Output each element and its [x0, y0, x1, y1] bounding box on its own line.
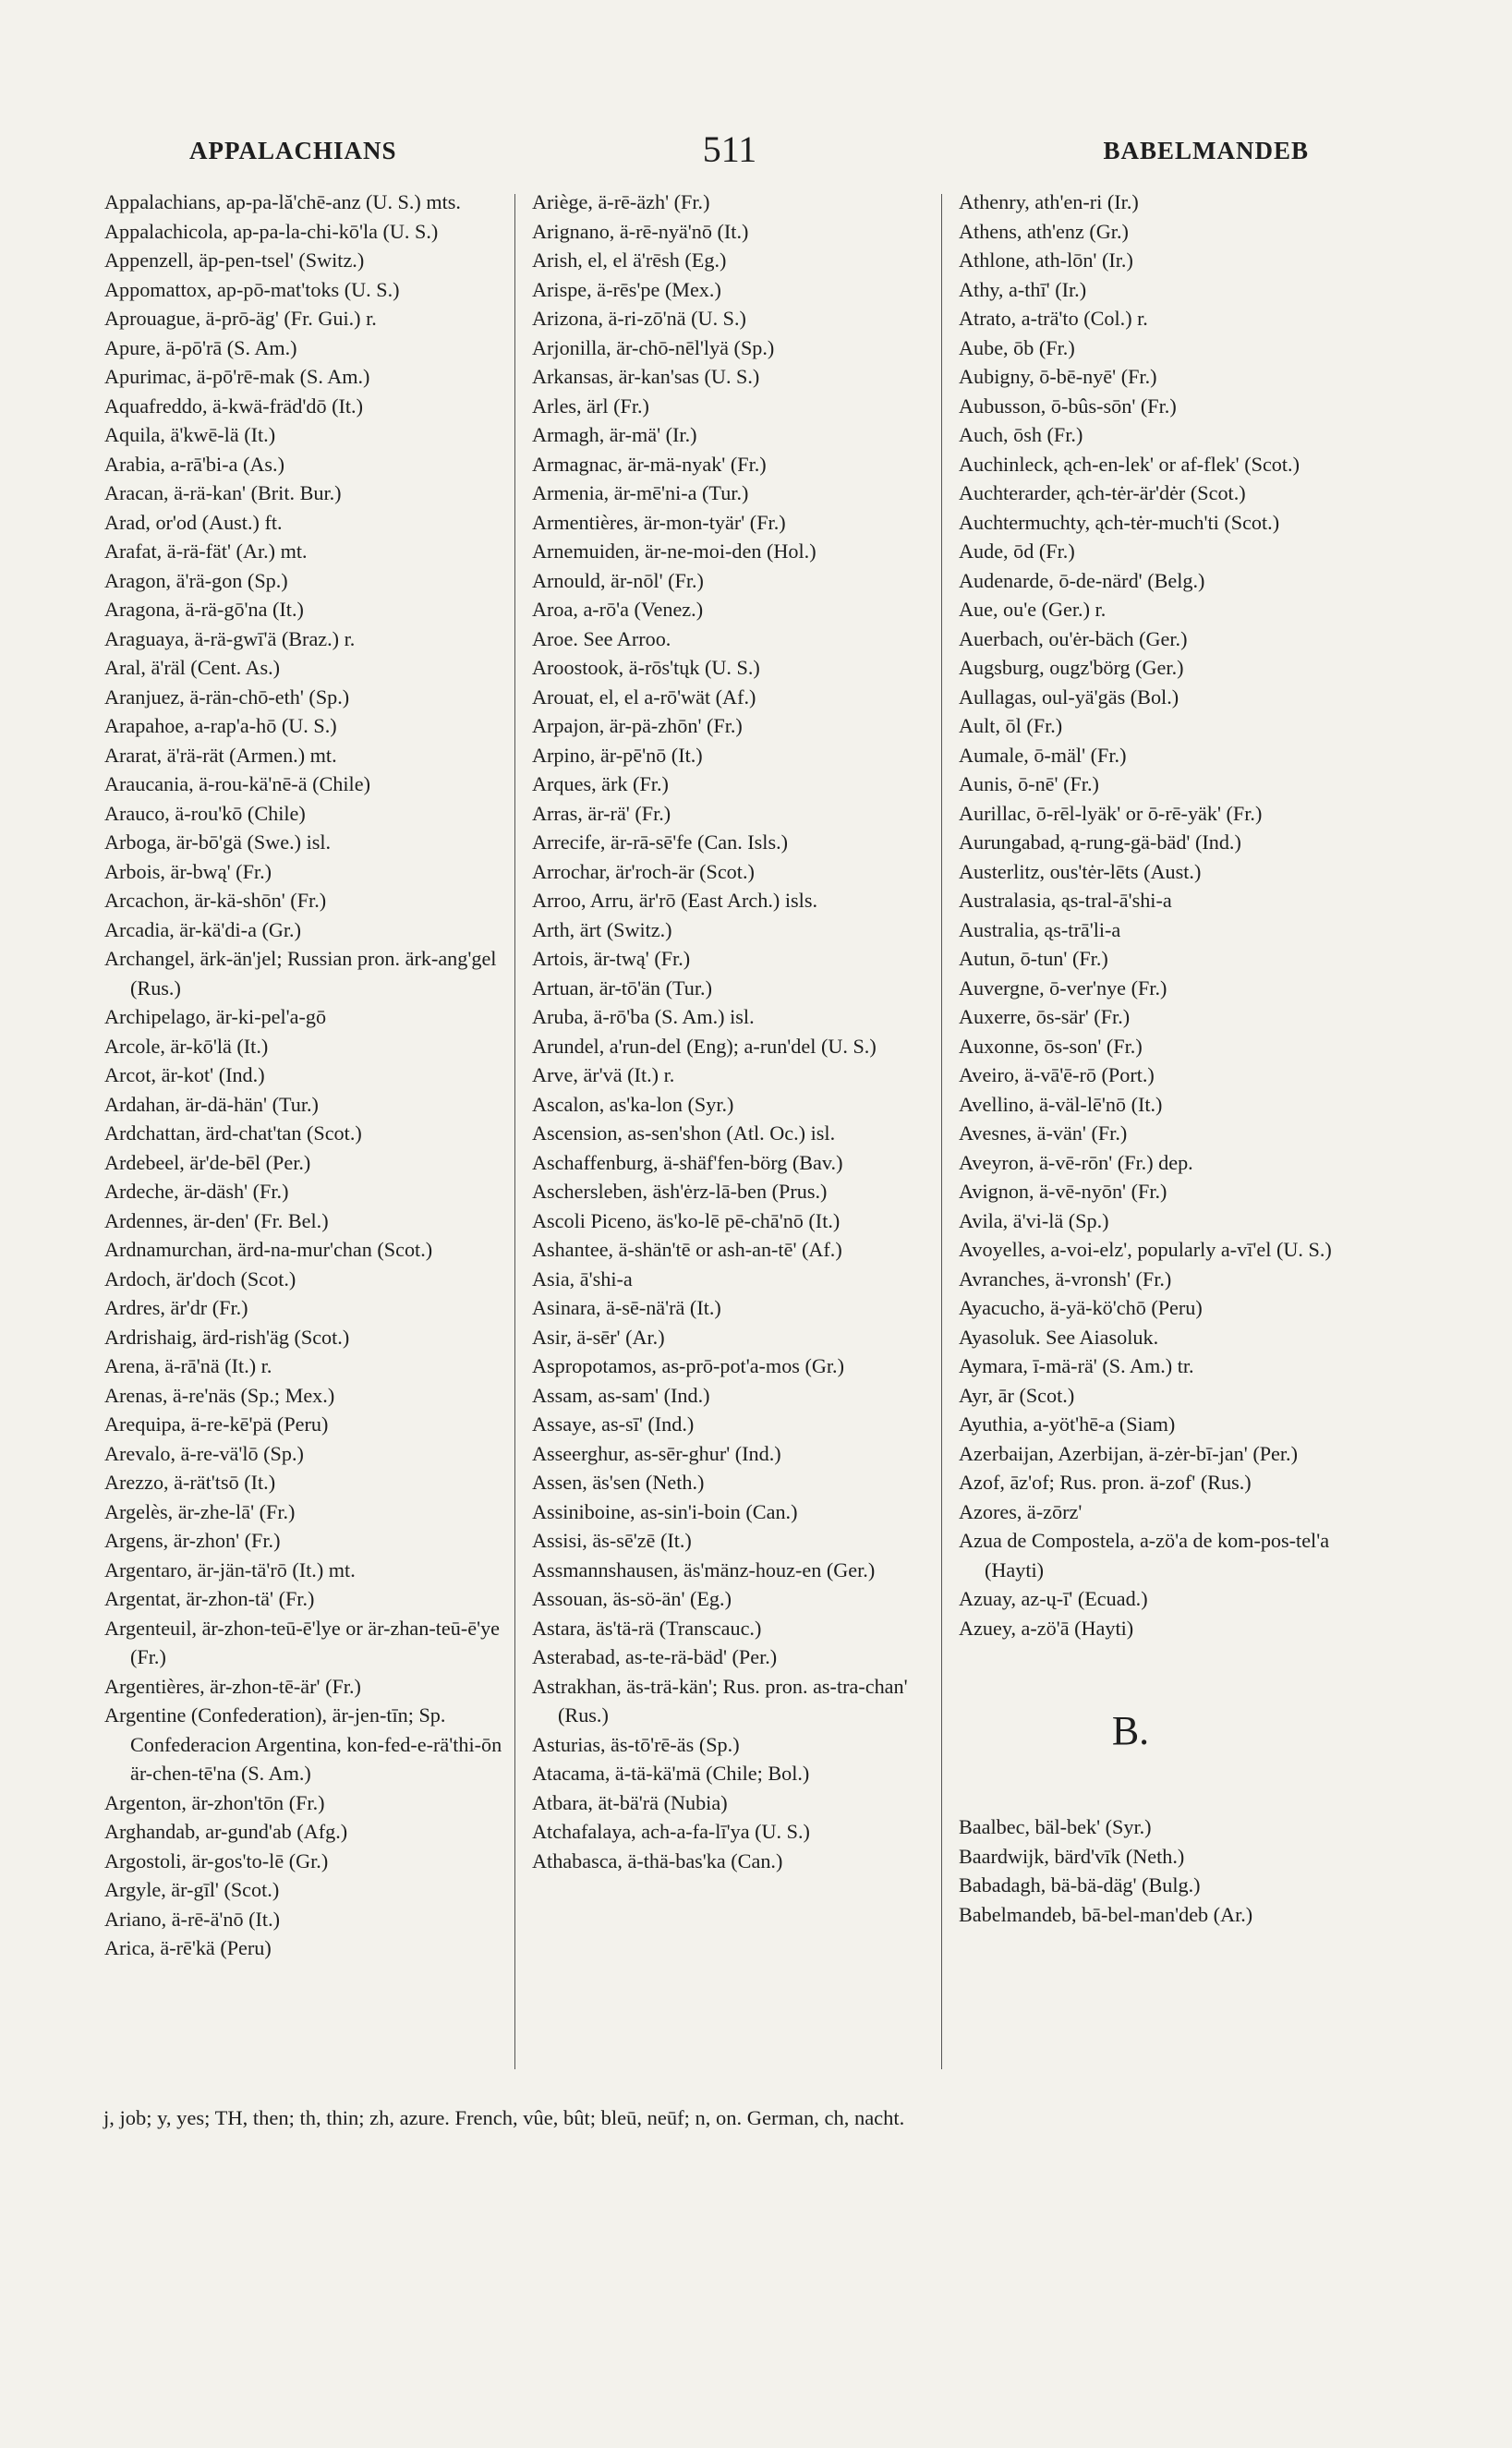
- gazetteer-entry: Arkansas, är-kan'sas (U. S.): [532, 365, 760, 388]
- gazetteer-entry: Baalbec, bäl-bek' (Syr.): [959, 1815, 1152, 1838]
- gazetteer-entry: Arth, ärt (Switz.): [532, 917, 672, 941]
- gazetteer-entry: Artois, är-twą' (Fr.): [532, 947, 691, 970]
- gazetteer-entry: Arcole, är-kō'lä (It.): [104, 1034, 269, 1058]
- gazetteer-entry: Argens, är-zhon' (Fr.): [104, 1529, 281, 1552]
- gazetteer-entry: Armenia, är-mē'ni-a (Tur.): [532, 481, 749, 504]
- gazetteer-entry: Ariano, ä-rē-ä'nō (It.): [104, 1907, 281, 1931]
- gazetteer-entry: Araguaya, ä-rä-gwī'ä (Braz.) r.: [104, 626, 356, 650]
- gazetteer-entry: Aral, ä'räl (Cent. As.): [104, 656, 281, 679]
- gazetteer-entry: Arignano, ä-rē-nyä'nō (It.): [532, 219, 749, 243]
- gazetteer-entry: Audenarde, ō-de-närd' (Belg.): [959, 568, 1205, 592]
- gazetteer-column-3: [959, 188, 1358, 1929]
- gazetteer-entry: Atacama, ä-tä-kä'mä (Chile; Bol.): [532, 1762, 810, 1785]
- gazetteer-entry: Arroo, Arru, är'rō (East Arch.) isls.: [532, 889, 817, 912]
- gazetteer-entry: Ault, ōl (Fr.): [959, 714, 1063, 737]
- gazetteer-entry: Asturias, äs-tō'rē-äs (Sp.): [532, 1732, 740, 1756]
- gazetteer-entry: Assen, äs'sen (Neth.): [532, 1471, 705, 1494]
- gazetteer-entry: Argostoli, är-gos'to-lē (Gr.): [104, 1848, 329, 1872]
- gazetteer-entry: Ascalon, as'ka-lon (Syr.): [532, 1092, 734, 1116]
- gazetteer-entry: Aurungabad, ą-rung-gä-bäd' (Ind.): [959, 830, 1241, 854]
- gazetteer-entry: Arenas, ä-re'näs (Sp.; Mex.): [104, 1383, 335, 1407]
- gazetteer-entry: Arques, ärk (Fr.): [532, 772, 669, 795]
- pronunciation-key-footer: j, job; y, yes; TH, then; th, thin; zh, azure. French, vûe, bût; bleū, neūf; n, on. German, ch, nacht.: [103, 2106, 905, 2129]
- gazetteer-entry: Apurimac, ä-pō'rē-mak (S. Am.): [104, 365, 370, 388]
- gazetteer-entry: Aullagas, oul-yä'gäs (Bol.): [959, 685, 1179, 709]
- gazetteer-entry: Ardnamurchan, ärd-na-mur'chan (Scot.): [104, 1238, 433, 1261]
- gazetteer-entry: Aragona, ä-rä-gō'na (It.): [104, 598, 304, 621]
- gazetteer-entry: Athlone, ath-lōn' (Ir.): [959, 248, 1133, 272]
- gazetteer-entry: Astrakhan, äs-trä-kän'; Rus. pron. as-tra-chan' (Rus.): [532, 1674, 908, 1727]
- gazetteer-entry: Auvergne, ō-ver'nye (Fr.): [959, 976, 1167, 1000]
- gazetteer-entry: Arica, ä-rē'kä (Peru): [104, 1936, 272, 1959]
- gazetteer-entry: Aquafreddo, ä-kwä-fräd'dō (It.): [104, 394, 363, 418]
- gazetteer-entry: Ardeche, är-däsh' (Fr.): [104, 1180, 289, 1203]
- gazetteer-entry: Aurillac, ō-rēl-lyäk' or ō-rē-yäk' (Fr.): [959, 801, 1263, 825]
- gazetteer-entry: Auxonne, ōs-son' (Fr.): [959, 1034, 1143, 1058]
- gazetteer-entry: Asir, ä-sēr' (Ar.): [532, 1325, 665, 1349]
- gazetteer-entry: Arpino, är-pē'nō (It.): [532, 743, 703, 767]
- gazetteer-entry: Arrecife, är-rā-sē'fe (Can. Isls.): [532, 830, 789, 854]
- gazetteer-entry: Arabia, a-rā'bi-a (As.): [104, 452, 284, 476]
- gazetteer-entry: Arad, or'od (Aust.) ft.: [104, 510, 283, 534]
- gazetteer-entry: Atchafalaya, ach-a-fa-lī'ya (U. S.): [532, 1820, 810, 1843]
- gazetteer-entry: Ardoch, är'doch (Scot.): [104, 1266, 296, 1291]
- gazetteer-entry: Auchinleck, ąch-en-lek' or af-flek' (Scot.): [959, 452, 1300, 476]
- gazetteer-entry: Apure, ä-pō'rā (S. Am.): [104, 335, 297, 359]
- gazetteer-entry: Armagh, är-mä' (Ir.): [532, 423, 697, 446]
- gazetteer-entry: Arezzo, ä-rät'tsō (It.): [104, 1471, 276, 1494]
- gazetteer-entry: Argentières, är-zhon-tē-är' (Fr.): [104, 1674, 361, 1698]
- gazetteer-entry: Aroostook, ä-rōs'tųk (U. S.): [532, 656, 760, 679]
- gazetteer-entry: Appomattox, ap-pō-mat'toks (U. S.): [104, 277, 400, 301]
- gazetteer-entry: Babadagh, bä-bä-däg' (Bulg.): [959, 1873, 1201, 1897]
- gazetteer-entry: Assmannshausen, äs'mänz-houz-en (Ger.): [532, 1557, 876, 1582]
- gazetteer-entry: Arve, är'vä (It.) r.: [532, 1063, 675, 1086]
- gazetteer-entry: Aunis, ō-nē' (Fr.): [959, 772, 1099, 795]
- gazetteer-entry: Ayacucho, ä-yä-kö'chō (Peru): [959, 1296, 1203, 1319]
- gazetteer-entry: Ashantee, ä-shän'tē or ash-an-tē' (Af.): [532, 1238, 842, 1261]
- gazetteer-entry: Azerbaijan, Azerbijan, ä-zėr-bī-jan' (Per.): [959, 1441, 1298, 1465]
- gazetteer-entry: Babelmandeb, bā-bel-man'deb (Ar.): [959, 1902, 1253, 1926]
- gazetteer-entry: Baardwijk, bärd'vīk (Neth.): [959, 1844, 1185, 1868]
- gazetteer-entry: Ardres, är'dr (Fr.): [104, 1296, 248, 1319]
- gazetteer-entry: Aude, ōd (Fr.): [959, 539, 1075, 563]
- gazetteer-column-2: [532, 188, 931, 1875]
- gazetteer-entry: Auxerre, ōs-sär' (Fr.): [959, 1005, 1131, 1028]
- gazetteer-entry: Armentières, är-mon-tyär' (Fr.): [532, 510, 786, 534]
- gazetteer-entry: Aymara, ī-mä-rä' (S. Am.) tr.: [959, 1354, 1194, 1377]
- gazetteer-entry: Assiniboine, as-sin'i-boin (Can.): [532, 1499, 798, 1523]
- gazetteer-entry: Aumale, ō-mäl' (Fr.): [959, 743, 1127, 767]
- gazetteer-entry: Argenteuil, är-zhon-teū-ē'lye or är-zhan-teū-ē'ye (Fr.): [104, 1616, 501, 1668]
- gazetteer-entry: Aspropotamos, as-prō-pot'a-mos (Gr.): [532, 1354, 844, 1377]
- gazetteer-entry: Asia, ā'shi-a: [532, 1266, 633, 1291]
- gazetteer-entry: Arghandab, ar-gund'ab (Afg.): [104, 1820, 348, 1843]
- gazetteer-column-1: [104, 188, 503, 1963]
- gazetteer-entry: Ayasoluk. See Aiasoluk.: [959, 1325, 1159, 1349]
- gazetteer-entry: Ascoli Piceno, äs'ko-lē pē-chā'nō (It.): [532, 1208, 841, 1232]
- gazetteer-entry: Argentat, är-zhon-tä' (Fr.): [104, 1587, 315, 1610]
- gazetteer-entry: Auch, ōsh (Fr.): [959, 423, 1083, 446]
- gazetteer-entry: Avignon, ä-vē-nyōn' (Fr.): [959, 1180, 1167, 1203]
- gazetteer-entry: Aubusson, ō-bûs-sōn' (Fr.): [959, 394, 1177, 418]
- gazetteer-entry: Athens, ath'enz (Gr.): [959, 219, 1129, 243]
- gazetteer-entry: Assisi, äs-sē'zē (It.): [532, 1529, 692, 1552]
- gazetteer-entry: Avranches, ä-vronsh' (Fr.): [959, 1266, 1172, 1291]
- gazetteer-entry: Archangel, ärk-än'jel; Russian pron. ärk-ang'gel (Rus.): [104, 947, 497, 1000]
- gazetteer-entry: Argelès, är-zhe-lā' (Fr.): [104, 1499, 296, 1523]
- gazetteer-entry: Azuey, a-zö'ā (Hayti): [959, 1616, 1134, 1640]
- gazetteer-entry: Ayuthia, a-yöt'hē-a (Siam): [959, 1412, 1176, 1436]
- gazetteer-entry: Assam, as-sam' (Ind.): [532, 1383, 710, 1407]
- gazetteer-entry: Arauco, ä-rou'kō (Chile): [104, 801, 306, 825]
- gazetteer-entry: Aprouague, ä-prō-äg' (Fr. Gui.) r.: [104, 307, 377, 330]
- gazetteer-entry: Azores, ä-zōrz': [959, 1499, 1083, 1523]
- header-right-guide-word: BABELMANDEB: [1103, 137, 1309, 164]
- column-divider: [514, 194, 515, 2069]
- gazetteer-entry: Aquila, ä'kwē-lä (It.): [104, 423, 276, 446]
- gazetteer-entry: Auchterarder, ąch-tėr-är'dėr (Scot.): [959, 481, 1246, 504]
- gazetteer-entry: Arispe, ä-rēs'pe (Mex.): [532, 277, 721, 301]
- gazetteer-entry: Ardebeel, är'de-bēl (Per.): [104, 1150, 311, 1174]
- gazetteer-entry: Athy, a-thī' (Ir.): [959, 277, 1087, 301]
- gazetteer-entry: Arish, el, el ä'rēsh (Eg.): [532, 248, 727, 272]
- gazetteer-entry: Atbara, ät-bä'rä (Nubia): [532, 1790, 728, 1814]
- gazetteer-entry: Aubigny, ō-bē-nyē' (Fr.): [959, 365, 1157, 388]
- gazetteer-entry: Aveiro, ä-vā'ē-rō (Port.): [959, 1063, 1155, 1086]
- gazetteer-entry: Ardennes, är-den' (Fr. Bel.): [104, 1208, 329, 1232]
- gazetteer-entry: Aranjuez, ä-rän-chō-eth' (Sp.): [104, 685, 350, 709]
- gazetteer-entry: Arcachon, är-kä-shōn' (Fr.): [104, 889, 327, 912]
- running-header: [0, 128, 1512, 177]
- gazetteer-entry: Arequipa, ä-re-kē'pä (Peru): [104, 1412, 329, 1436]
- gazetteer-entry: Avellino, ä-väl-lē'nō (It.): [959, 1092, 1163, 1116]
- gazetteer-entry: Ardahan, är-dä-hän' (Tur.): [104, 1092, 319, 1116]
- gazetteer-entry: Arafat, ä-rä-fät' (Ar.) mt.: [104, 539, 308, 563]
- gazetteer-entry: Assouan, äs-sö-än' (Eg.): [532, 1587, 732, 1610]
- gazetteer-entry: Ayr, ār (Scot.): [959, 1383, 1075, 1407]
- gazetteer-entry: Arouat, el, el a-rō'wät (Af.): [532, 685, 756, 709]
- gazetteer-entry: Assaye, as-sī' (Ind.): [532, 1412, 695, 1436]
- gazetteer-entry: Augsburg, ougz'börg (Ger.): [959, 656, 1184, 679]
- gazetteer-entry: Asterabad, as-te-rä-bäd' (Per.): [532, 1645, 778, 1668]
- gazetteer-entry: Arnould, är-nōl' (Fr.): [532, 568, 704, 592]
- gazetteer-entry: Austerlitz, ous'tėr-lēts (Aust.): [959, 859, 1202, 883]
- gazetteer-entry: Arbois, är-bwą' (Fr.): [104, 859, 272, 883]
- gazetteer-entry: Arrochar, är'roch-är (Scot.): [532, 859, 755, 883]
- gazetteer-entry: Argentaro, är-jän-tä'rō (It.) mt.: [104, 1557, 356, 1582]
- gazetteer-entry: Aroe. See Arroo.: [532, 626, 671, 650]
- gazetteer-entry: Ardchattan, ärd-chat'tan (Scot.): [104, 1121, 362, 1145]
- gazetteer-entry: Arnemuiden, är-ne-moi-den (Hol.): [532, 539, 816, 563]
- gazetteer-entry: Aschersleben, äsh'ėrz-lā-ben (Prus.): [532, 1180, 828, 1203]
- gazetteer-entry: Archipelago, är-ki-pel'a-gō: [104, 1005, 327, 1028]
- gazetteer-entry: Aroa, a-rō'a (Venez.): [532, 598, 704, 621]
- gazetteer-entry: Ascension, as-sen'shon (Atl. Oc.) isl.: [532, 1121, 836, 1145]
- gazetteer-entry: Arundel, a'run-del (Eng); a-run'del (U. S.): [532, 1034, 877, 1058]
- gazetteer-entry: Athenry, ath'en-ri (Ir.): [959, 190, 1139, 213]
- gazetteer-entry: Aracan, ä-rä-kan' (Brit. Bur.): [104, 481, 342, 504]
- gazetteer-entry: Araucania, ä-rou-kä'nē-ä (Chile): [104, 772, 370, 795]
- gazetteer-entry: Azuay, az-ų-ī' (Ecuad.): [959, 1587, 1148, 1610]
- gazetteer-entry: Appenzell, äp-pen-tsel' (Switz.): [104, 248, 365, 272]
- gazetteer-entry: Appalachicola, ap-pa-la-chi-kō'la (U. S.): [104, 219, 439, 243]
- gazetteer-entry: Arles, ärl (Fr.): [532, 394, 649, 418]
- gazetteer-entry: Athabasca, ä-thä-bas'ka (Can.): [532, 1848, 783, 1872]
- gazetteer-entry: Aruba, ä-rō'ba (S. Am.) isl.: [532, 1005, 755, 1028]
- gazetteer-entry: Asseerghur, as-sēr-ghur' (Ind.): [532, 1441, 781, 1465]
- gazetteer-entry: Artuan, är-tō'än (Tur.): [532, 976, 712, 1000]
- section-letter: B.: [1111, 1708, 1150, 1753]
- gazetteer-entry: Arapahoe, a-rap'a-hō (U. S.): [104, 714, 337, 737]
- gazetteer-entry: Armagnac, är-mä-nyak' (Fr.): [532, 452, 767, 476]
- gazetteer-entry: Argenton, är-zhon'tōn (Fr.): [104, 1790, 325, 1814]
- gazetteer-entry: Australasia, ąs-tral-ā'shi-a: [959, 889, 1172, 912]
- gazetteer-entry: Avoyelles, a-voi-elz', popularly a-vī'el (U. S.): [959, 1238, 1332, 1261]
- gazetteer-entry: Aragon, ä'rä-gon (Sp.): [104, 568, 288, 592]
- gazetteer-entry: Arevalo, ä-re-vä'lō (Sp.): [104, 1441, 304, 1465]
- column-divider: [941, 194, 942, 2069]
- gazetteer-entry: Azof, āz'of; Rus. pron. ä-zof' (Rus.): [959, 1471, 1252, 1494]
- gazetteer-entry: Arras, är-rä' (Fr.): [532, 801, 671, 825]
- gazetteer-entry: Appalachians, ap-pa-lă'chē-anz (U. S.) mts.: [104, 190, 461, 213]
- gazetteer-entry: Aue, ou'e (Ger.) r.: [959, 598, 1107, 621]
- gazetteer-entry: Asinara, ä-sē-nä'rä (It.): [532, 1296, 721, 1319]
- gazetteer-entry: Astara, äs'tä-rä (Transcauc.): [532, 1616, 762, 1640]
- gazetteer-entry: Arjonilla, är-chō-nēl'lyä (Sp.): [532, 335, 775, 359]
- gazetteer-entry: Arcadia, är-kä'di-a (Gr.): [104, 917, 301, 941]
- gazetteer-entry: Arizona, ä-ri-zō'nä (U. S.): [532, 307, 746, 330]
- gazetteer-entry: Ararat, ä'rä-rät (Armen.) mt.: [104, 743, 337, 767]
- gazetteer-entry: Auchtermuchty, ąch-tėr-much'ti (Scot.): [959, 510, 1280, 534]
- gazetteer-entry: Azua de Compostela, a-zö'a de kom-pos-tel'a (Hayti): [959, 1529, 1330, 1582]
- gazetteer-entry: Aschaffenburg, ä-shäf'fen-börg (Bav.): [532, 1150, 843, 1174]
- gazetteer-entry: Avesnes, ä-vän' (Fr.): [959, 1121, 1128, 1145]
- gazetteer-entry: Ariège, ä-rē-äzh' (Fr.): [532, 190, 710, 213]
- gazetteer-entry: Arboga, är-bō'gä (Swe.) isl.: [104, 830, 332, 854]
- gazetteer-entry: Arpajon, är-pä-zhōn' (Fr.): [532, 714, 743, 737]
- gazetteer-entry: Atrato, a-trä'to (Col.) r.: [959, 307, 1148, 330]
- gazetteer-entry: Avila, ä'vi-lä (Sp.): [959, 1208, 1109, 1232]
- gazetteer-entry: Arcot, är-kot' (Ind.): [104, 1063, 265, 1086]
- gazetteer-entry: Aveyron, ä-vē-rōn' (Fr.) dep.: [959, 1150, 1193, 1174]
- page-number: 511: [702, 128, 757, 170]
- gazetteer-entry: Argyle, är-gīl' (Scot.): [104, 1878, 280, 1901]
- gazetteer-entry: Argentine (Confederation), är-jen-tīn; Sp. Confederacion Argentina, kon-fed-e-rä'thi-ōn är-chen-tē'na (S. Am.): [104, 1703, 502, 1785]
- gazetteer-entry: Autun, ō-tun' (Fr.): [959, 947, 1108, 970]
- gazetteer-entry: Ardrishaig, ärd-rish'äg (Scot.): [104, 1325, 350, 1349]
- gazetteer-entry: Australia, ąs-trā'li-a: [959, 917, 1121, 941]
- header-left-guide-word: APPALACHIANS: [189, 137, 397, 164]
- gazetteer-entry: Aube, ōb (Fr.): [959, 335, 1075, 359]
- gazetteer-entry: Auerbach, ou'ėr-bäch (Ger.): [959, 626, 1188, 650]
- gazetteer-entry: Arena, ä-rā'nä (It.) r.: [104, 1354, 272, 1377]
